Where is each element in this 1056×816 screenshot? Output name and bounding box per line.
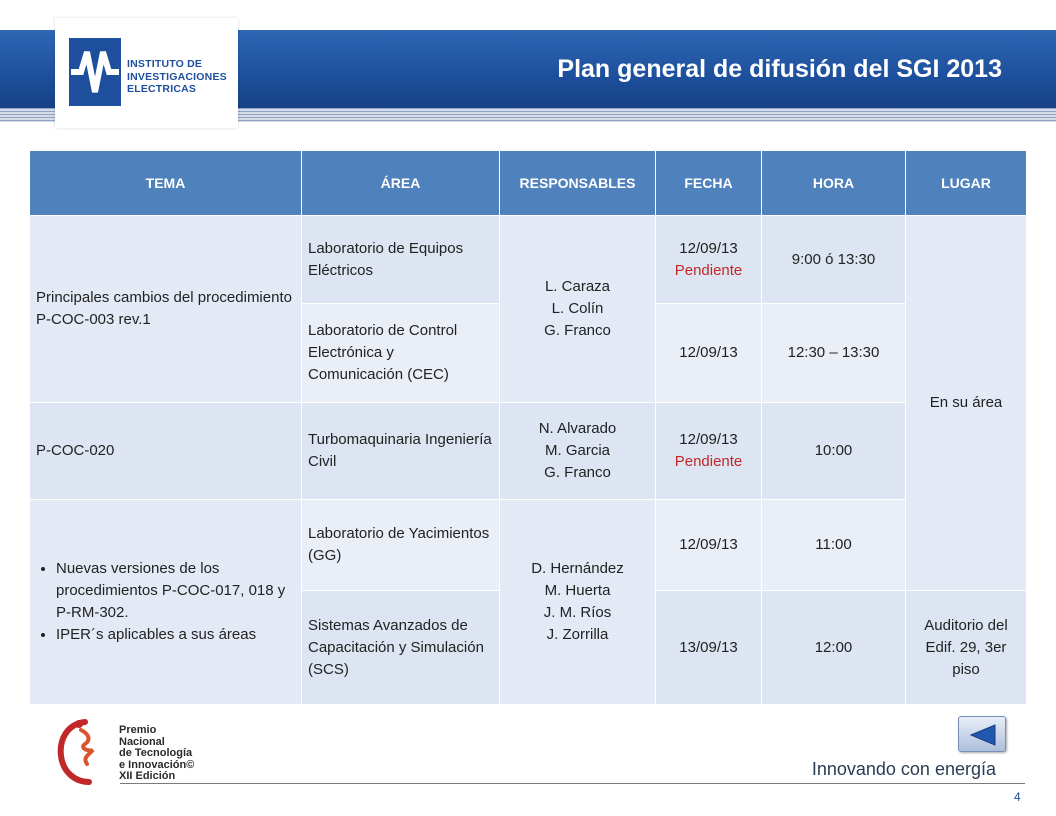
table-row — [30, 500, 1027, 591]
fecha-cell — [656, 403, 762, 500]
hora-cell: 12:30 – 13:30 — [762, 304, 906, 403]
table-row — [30, 403, 1027, 500]
column-header: LUGAR — [906, 151, 1027, 216]
table-header-row — [30, 151, 1027, 216]
responsable-name: N. Alvarado — [538, 420, 617, 437]
responsables-cell — [500, 403, 656, 500]
area-cell: Turbomaquinaria Ingeniería Civil — [302, 403, 500, 500]
logo-line: INVESTIGACIONES — [127, 70, 227, 83]
column-header: RESPONSABLES — [500, 151, 656, 216]
back-arrow-icon — [969, 723, 997, 747]
column-header: ÁREA — [302, 151, 500, 216]
footer-divider — [120, 783, 1025, 784]
status-pending: Pendiente — [674, 261, 743, 279]
area-cell: Laboratorio de Equipos Eléctricos — [302, 216, 500, 304]
responsable-name: M. Garcia — [544, 442, 610, 459]
tema-cell — [30, 500, 302, 705]
responsable-name: G. Franco — [544, 464, 611, 481]
table-row — [30, 216, 1027, 304]
responsable-name: G. Franco — [544, 322, 611, 339]
fecha-cell — [656, 216, 762, 304]
top-strip — [0, 0, 1056, 18]
fecha-cell: 13/09/13 — [656, 591, 762, 705]
responsable-name: D. Hernández — [531, 560, 624, 577]
award-text — [119, 725, 194, 783]
list-item: • IPER´s aplicables a sus áreas — [56, 624, 295, 646]
iie-logo-icon — [69, 38, 121, 106]
award-logo-icon — [55, 716, 115, 788]
logo-line: INSTITUTO DE — [127, 58, 203, 70]
back-button[interactable] — [958, 716, 1006, 752]
responsable-name: L. Caraza — [544, 278, 611, 295]
fecha-value: 12/09/13 — [679, 431, 738, 448]
tema-cell: P-COC-020 — [30, 403, 302, 500]
slogan: Innovando con energía — [811, 759, 996, 779]
column-header: HORA — [762, 151, 906, 216]
column-header: TEMA — [30, 151, 302, 216]
area-cell: Sistemas Avanzados de Capacitación y Simulación (SCS) — [302, 591, 500, 705]
diffusion-plan-table — [29, 150, 1027, 705]
tema-cell: Principales cambios del procedimiento P-COC-003 rev.1 — [30, 216, 302, 403]
responsable-name: L. Colín — [551, 300, 604, 317]
award-line: Premio — [119, 724, 157, 736]
area-cell: Laboratorio de Yacimientos (GG) — [302, 500, 500, 591]
responsable-name: J. Zorrilla — [546, 626, 609, 643]
responsable-name: M. Huerta — [544, 582, 611, 599]
award-line: e Innovación© — [119, 758, 195, 771]
responsables-cell — [500, 500, 656, 705]
list-item: • Nuevas versiones de los procedimientos P-COC-017, 018 y P-RM-302. — [56, 558, 295, 624]
hora-cell: 11:00 — [762, 500, 906, 591]
page-number: 4 — [1014, 790, 1021, 804]
responsables-cell — [500, 216, 656, 403]
responsable-name: J. M. Ríos — [543, 604, 612, 621]
award-line: XII Edición — [119, 770, 176, 782]
status-pending: Pendiente — [674, 453, 743, 470]
logo-line: ELECTRICAS — [127, 83, 197, 95]
hora-cell: 12:00 — [762, 591, 906, 705]
iie-logo-text — [127, 58, 237, 96]
award-line: de Tecnología — [119, 747, 193, 759]
fecha-value: 12/09/13 — [679, 239, 738, 257]
award-line: Nacional — [119, 735, 165, 748]
fecha-cell: 12/09/13 — [656, 500, 762, 591]
hora-cell: 10:00 — [762, 403, 906, 500]
fecha-cell: 12/09/13 — [656, 304, 762, 403]
lugar-cell: Auditorio del Edif. 29, 3er piso — [906, 591, 1027, 705]
area-cell: Laboratorio de Control Electrónica y Comunicación (CEC) — [302, 304, 500, 403]
hora-cell: 9:00 ó 13:30 — [762, 216, 906, 304]
iie-logo — [55, 18, 238, 128]
column-header: FECHA — [656, 151, 762, 216]
lugar-cell: En su área — [906, 216, 1027, 591]
tema-bullet-list — [36, 558, 295, 646]
page-title: Plan general de difusión del SGI 2013 — [557, 55, 1002, 83]
